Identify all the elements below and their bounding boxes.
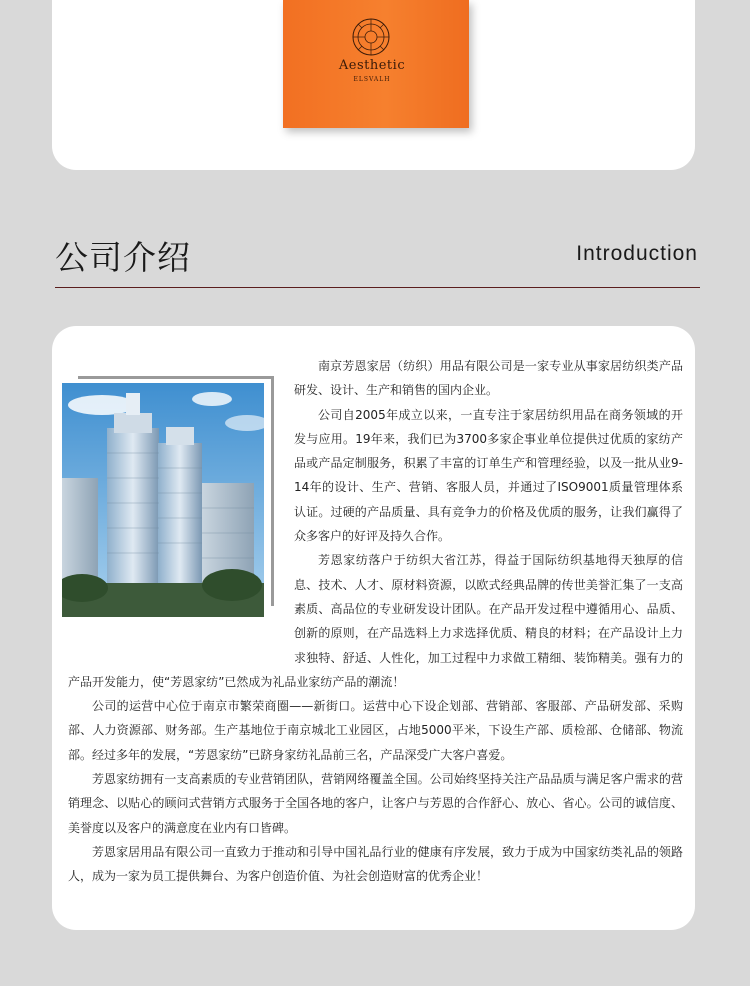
intro-paragraph-3: 芳恩家纺落户于纺织大省江苏，得益于国际纺织基地得天独厚的信息、技术、人才、原材料资源，以欧式经典品牌的传世美誉汇集了一支高素质、高品位的专业研发设计团队。在产品开发过程中遵循用心、品质、创新的原则，在产品选料上力求选择优质、精良的材料；在产品设计上力求独特、舒适、人性化，加工过程中力求做工精细、装饰精美。强有力的产品开发能力，使“芳恩家纺”已然成为礼品业家纺产品的潮流！ (68, 553, 683, 689)
brand-emblem-icon (346, 12, 396, 62)
intro-paragraph-2: 公司自2005年成立以来，一直专注于家居纺织用品在商务领域的开发与应用。19年来，我们已为3700多家企事业单位提供过优质的家纺产品或产品定制服务，积累了丰富的订单生产和管理经验，以及一批从业9-14年的设计、生产、营销、客服人员，并通过了ISO9001质量管理体系认证。过硬的产品质量、具有竞争力的价格及优质的服务，让我们赢得了众多客户的好评及持久合作。 (294, 407, 683, 544)
photo-spacer (68, 354, 294, 646)
brand-subname: ELSVALH (353, 76, 391, 83)
heading-divider (55, 287, 700, 288)
brand-name: Aesthetic (338, 58, 406, 73)
section-title-en: Introduction (576, 242, 698, 265)
section-title-cn: 公司介绍 (55, 238, 191, 277)
intro-text (68, 354, 683, 889)
intro-paragraph-1: 南京芳恩家居（纺织）用品有限公司是一家专业从事家居纺织类产品研发、设计、生产和销售的国内企业。 (294, 359, 683, 398)
intro-paragraph-4: 公司的运营中心位于南京市繁荣商圈——新街口。运营中心下设企划部、营销部、客服部、产品研发部、采购部、人力资源部、财务部。生产基地位于南京城北工业园区，占地5000平米，下设生产部、质检部、仓储部、物流部。经过多年的发展，“芳恩家纺”已跻身家纺礼品前三名，产品深受广大客户喜爱。 (68, 699, 683, 762)
intro-paragraph-5: 芳恩家纺拥有一支高素质的专业营销团队，营销网络覆盖全国。公司始终坚持关注产品品质与满足客户需求的营销理念、以贴心的顾问式营销方式服务于全国各地的客户，让客户与芳恩的合作舒心、放心、省心。公司的诚信度、美誉度以及客户的满意度在业内有口皆碑。 (68, 772, 683, 835)
intro-paragraph-6: 芳恩家居用品有限公司一直致力于推动和引导中国礼品行业的健康有序发展，致力于成为中国家纺类礼品的领路人，成为一家为员工提供舞台、为客户创造价值、为社会创造财富的优秀企业！ (68, 844, 683, 884)
